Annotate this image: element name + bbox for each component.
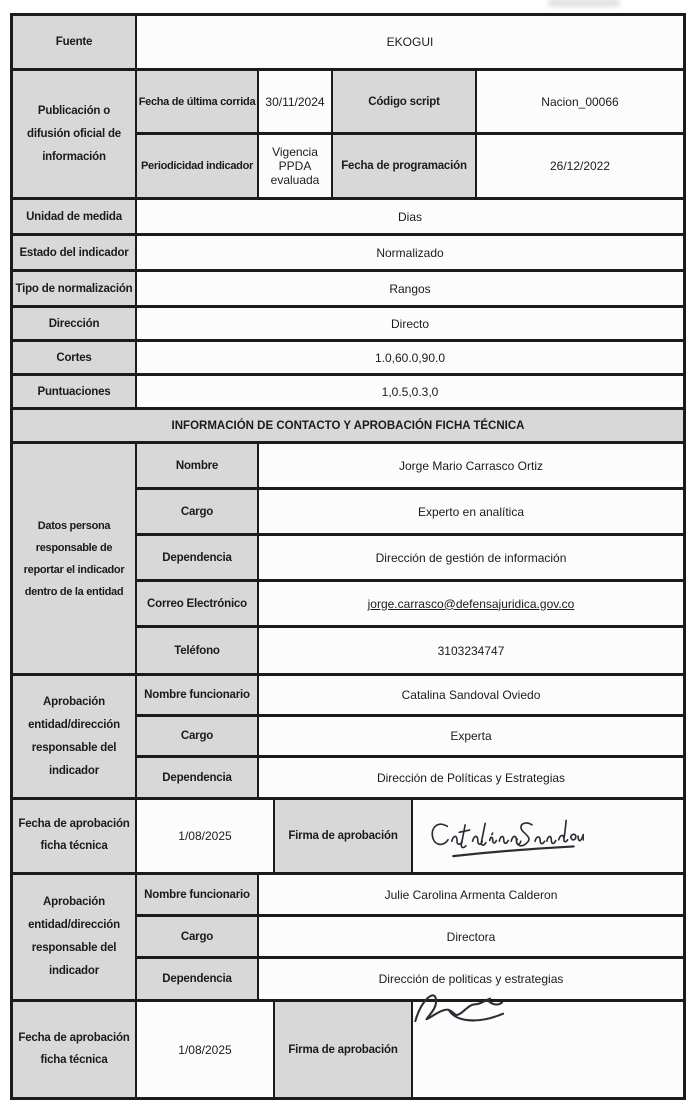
contact-block-label-cell: [13, 444, 137, 673]
estado-indicador-label: Estado del indicador: [19, 246, 129, 259]
approval2-dependencia-label-cell: [137, 959, 259, 999]
codigo-script-value: Nacion_00066: [541, 94, 619, 109]
approval2-nombre-value-cell: [259, 875, 683, 917]
contact-cargo-value: Experto en analítica: [417, 504, 525, 519]
fecha-ultima-corrida-label-cell: [137, 71, 259, 135]
approval1-nombre-label-cell: [137, 676, 259, 717]
puntuaciones-label: Puntuaciones: [37, 385, 111, 398]
approval1-block-label: Aprobación entidad/dirección responsable del indicador: [28, 695, 120, 777]
contact-nombre-label-cell: [137, 444, 259, 490]
cortes-label-cell: [13, 342, 137, 376]
contact-dependencia-value-cell: [259, 536, 683, 582]
fecha2-label-cell: [13, 1002, 137, 1097]
approval2-dependencia-label: Dependencia: [162, 973, 232, 985]
direccion-value-cell: [137, 308, 683, 342]
contact-nombre-value: Jorge Mario Carrasco Ortiz: [398, 458, 544, 473]
puntuaciones-value: 1,0.5,0.3,0: [381, 384, 439, 399]
codigo-script-label-cell: [333, 71, 477, 135]
periodicidad-label-cell: [137, 135, 259, 197]
fuente-label-cell: [13, 16, 137, 68]
cortes-value: 1.0,60.0,90.0: [374, 350, 446, 365]
approval1-dependencia-value-cell: [259, 758, 683, 797]
unidad-medida-value-cell: [137, 200, 683, 236]
unidad-medida-label: Unidad de medida: [26, 210, 122, 223]
firma1-label: Firma de aprobación: [288, 830, 398, 842]
fecha2-label: Fecha de aprobación ficha técnica: [18, 1031, 130, 1066]
section-firma-2: [13, 1002, 683, 1097]
contact-correo-value-cell: [259, 582, 683, 628]
unidad-medida-label-cell: [13, 200, 137, 236]
tipo-normalizacion-value: Rangos: [389, 281, 431, 296]
approval1-dependencia-label-cell: [137, 758, 259, 797]
fecha-programacion-value: 26/12/2022: [549, 159, 611, 173]
tipo-normalizacion-label-cell: [13, 272, 137, 308]
approval2-nombre-label-cell: [137, 875, 259, 917]
approval2-cargo-value: Directora: [446, 929, 496, 944]
contact-nombre-label: Nombre: [175, 459, 219, 472]
contact-nombre-value-cell: [259, 444, 683, 490]
scan-artifact-smudge: [548, 0, 620, 6]
fecha-ultima-corrida-value: 30/11/2024: [265, 94, 325, 109]
fecha-programacion-value-cell: [477, 135, 683, 197]
fecha1-date: 1/08/2025: [178, 829, 232, 843]
approval2-cargo-value-cell: [259, 917, 683, 959]
contact-cargo-label: Cargo: [180, 505, 214, 518]
approval1-cargo-label: Cargo: [180, 730, 214, 742]
approval2-block-label-cell: [13, 875, 137, 999]
contact-dependencia-label-cell: [137, 536, 259, 582]
section-contact: [13, 444, 683, 676]
direccion-label-cell: [13, 308, 137, 342]
firma2-label-cell: [275, 1002, 413, 1097]
fecha-programacion-label: Fecha de programación: [341, 160, 467, 172]
section-approval-2: [13, 875, 683, 1002]
contact-telefono-value: 3103234747: [437, 643, 505, 658]
section-approval-1: [13, 676, 683, 800]
fuente-value-cell: [137, 16, 683, 68]
fecha1-label: Fecha de aprobación ficha técnica: [18, 818, 130, 852]
fecha-ultima-corrida-value-cell: [259, 71, 333, 135]
approval2-block-label: Aprobación entidad/dirección responsable del indicador: [28, 896, 120, 977]
approval1-dependencia-label: Dependencia: [162, 771, 232, 784]
firma1-label-cell: [275, 800, 413, 872]
fecha-ultima-corrida-label: Fecha de última corrida: [138, 95, 256, 108]
section-publicacion: [13, 71, 683, 200]
tipo-normalizacion-label: Tipo de normalización: [15, 282, 133, 295]
codigo-script-label: Código script: [368, 95, 440, 108]
approval1-dependencia-value: Dirección de Políticas y Estrategias: [376, 770, 566, 785]
contact-dependencia-value: Dirección de gestión de información: [375, 550, 567, 565]
contact-cargo-value-cell: [259, 490, 683, 536]
firma2-signature-cell: [413, 1002, 683, 1097]
approval1-cargo-value-cell: [259, 717, 683, 758]
periodicidad-label: Periodicidad indicador: [141, 160, 253, 172]
periodicidad-value: Vigencia PPDA evaluada: [270, 145, 320, 187]
contact-telefono-label: Teléfono: [174, 644, 220, 657]
contact-telefono-label-cell: [137, 628, 259, 673]
contact-dependencia-label: Dependencia: [162, 551, 232, 564]
contact-telefono-value-cell: [259, 628, 683, 673]
contact-correo-label-cell: [137, 582, 259, 628]
cortes-value-cell: [137, 342, 683, 376]
estado-indicador-value-cell: [137, 236, 683, 272]
approval1-cargo-value: Experta: [450, 729, 492, 743]
periodicidad-value-cell: [259, 135, 333, 197]
codigo-script-value-cell: [477, 71, 683, 135]
section-header-band: [13, 410, 683, 444]
approval2-dependencia-value: Dirección de politicas y estrategias: [378, 972, 564, 986]
approval2-cargo-label-cell: [137, 917, 259, 959]
section-header-title: INFORMACIÓN DE CONTACTO Y APROBACIÓN FICHA TÉCNICA: [171, 419, 525, 432]
cortes-label: Cortes: [56, 351, 92, 364]
approval2-nombre-value: Julie Carolina Armenta Calderon: [384, 887, 558, 902]
approval1-nombre-value: Catalina Sandoval Oviedo: [401, 688, 541, 702]
section-fuente: [13, 16, 683, 71]
contact-email-link: jorge.carrasco@defensajuridica.gov.co: [367, 596, 575, 611]
approval1-nombre-value-cell: [259, 676, 683, 717]
section-firma-1: [13, 800, 683, 875]
approval2-nombre-label: Nombre funcionario: [144, 888, 250, 901]
approval2-cargo-label: Cargo: [180, 930, 214, 943]
fecha2-date: 1/08/2025: [178, 1042, 232, 1057]
fecha1-date-cell: [137, 800, 275, 872]
puntuaciones-value-cell: [137, 376, 683, 407]
section-general-rows: [13, 200, 683, 410]
ficha-tecnica-table: [10, 13, 686, 1100]
approval1-nombre-label: Nombre funcionario: [144, 689, 250, 701]
section-header-cell: [13, 410, 683, 441]
estado-indicador-label-cell: [13, 236, 137, 272]
approval1-block-label-cell: [13, 676, 137, 797]
puntuaciones-label-cell: [13, 376, 137, 407]
approval1-cargo-label-cell: [137, 717, 259, 758]
fecha-programacion-label-cell: [333, 135, 477, 197]
fecha1-label-cell: [13, 800, 137, 872]
fuente-value: EKOGUI: [386, 35, 434, 49]
fecha2-date-cell: [137, 1002, 275, 1097]
unidad-medida-value: Dias: [397, 209, 422, 224]
firma2-label: Firma de aprobación: [288, 1043, 398, 1056]
approval2-dependencia-value-cell: [259, 959, 683, 999]
contact-cargo-label-cell: [137, 490, 259, 536]
publicacion-label-cell: [13, 71, 137, 197]
direccion-label: Dirección: [48, 317, 100, 330]
estado-indicador-value: Normalizado: [376, 245, 444, 260]
contact-correo-label: Correo Electrónico: [147, 597, 247, 610]
publicacion-label: Publicación o difusión oficial de información: [27, 104, 121, 163]
direccion-value: Directo: [390, 316, 429, 331]
fuente-label: Fuente: [55, 36, 93, 48]
firma1-signature-cell: [413, 800, 683, 872]
tipo-normalizacion-value-cell: [137, 272, 683, 308]
contact-block-label: Datos persona responsable de reportar el indicador dentro de la entidad: [23, 519, 125, 598]
